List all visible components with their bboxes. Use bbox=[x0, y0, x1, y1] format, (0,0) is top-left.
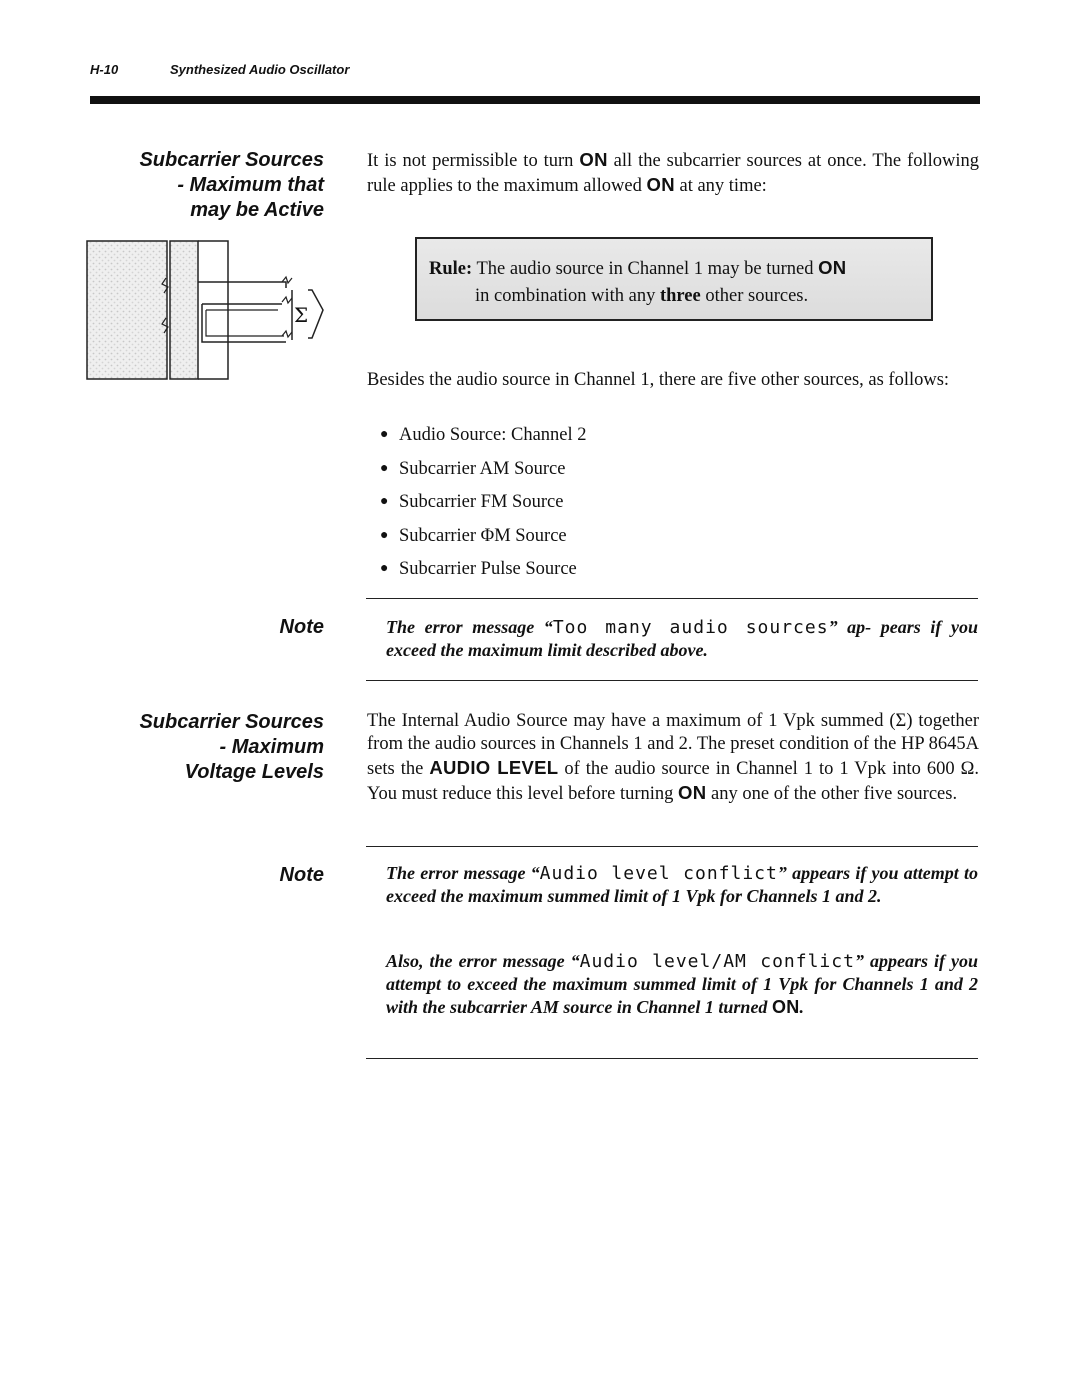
note-2-paragraph-2: Also, the error message “Audio level/AM conflict” appears if you attempt to exceed the maximum summed limit of 1 Vpk for Channels 1 and 2 with the subcarrier AM source in Channel 1 turned ON. bbox=[386, 951, 979, 1017]
section-heading-max-active bbox=[100, 148, 324, 223]
note-label: Note bbox=[279, 616, 324, 638]
note-1-text: The error message “Too many audio sources” ap- pears if you exceed the maximum limit described above. bbox=[386, 617, 978, 660]
sum-symbol: Σ bbox=[294, 303, 309, 327]
voltage-paragraph: The Internal Audio Source may have a maximum of 1 Vpk summed (Σ) together from the audio sources in Channels 1 and 2. The preset condition of the HP 8645A sets the AUDIO LEVEL of the audio source in Channel 1 to 1 Vpk into 600 Ω. You must reduce this level before turning ON any one of the other five sources. bbox=[367, 711, 980, 804]
display-message: Too many audio sources bbox=[552, 617, 829, 638]
list-item: ● Subcarrier ΦM Source bbox=[380, 525, 567, 546]
divider bbox=[366, 680, 978, 681]
rule-box bbox=[415, 237, 933, 321]
divider bbox=[366, 846, 978, 847]
heading-line: - Maximum that bbox=[177, 174, 324, 196]
running-header bbox=[90, 62, 349, 77]
list-item: ● Subcarrier Pulse Source bbox=[380, 559, 577, 579]
header-title: Synthesized Audio Oscillator bbox=[170, 62, 350, 77]
source-block-right bbox=[170, 241, 198, 379]
source-block-left bbox=[87, 241, 167, 379]
section-heading-voltage-levels bbox=[100, 710, 324, 785]
heading-line: - Maximum bbox=[219, 736, 324, 758]
list-item: ● Subcarrier AM Source bbox=[380, 458, 566, 479]
list-item: ● Audio Source: Channel 2 bbox=[380, 425, 587, 445]
summer-block bbox=[308, 290, 323, 338]
divider bbox=[366, 598, 978, 599]
heading-line: Subcarrier Sources bbox=[139, 149, 324, 171]
heading-line: may be Active bbox=[190, 199, 324, 221]
besides-paragraph: Besides the audio source in Channel 1, there are five other sources, as follows: bbox=[367, 370, 950, 390]
intro-paragraph: It is not permissible to turn ON all the subcarrier sources at once. The following rule applies to the maximum allowed ON at any time: bbox=[367, 149, 980, 196]
page-number: H-10 bbox=[90, 62, 119, 77]
rule-line-1: Rule: The audio source in Channel 1 may be turned ON bbox=[429, 257, 847, 279]
source-list bbox=[380, 423, 587, 591]
display-message: Audio level/AM conflict bbox=[579, 951, 855, 972]
heading-line: Voltage Levels bbox=[184, 761, 324, 783]
note-2-paragraph-1: The error message “Audio level conflict” appears if you attempt to exceed the maximum summed limit of 1 Vpk for Channels 1 and 2. bbox=[386, 863, 978, 906]
note-label: Note bbox=[279, 864, 324, 886]
display-message: Audio level conflict bbox=[539, 863, 778, 884]
rule-line-2: in combination with any three other sources. bbox=[475, 286, 809, 306]
heading-line: Subcarrier Sources bbox=[139, 711, 324, 733]
list-item: ● Subcarrier FM Source bbox=[380, 492, 564, 512]
audio-sum-diagram bbox=[86, 238, 348, 384]
divider bbox=[366, 1058, 978, 1059]
header-rule bbox=[90, 96, 980, 104]
